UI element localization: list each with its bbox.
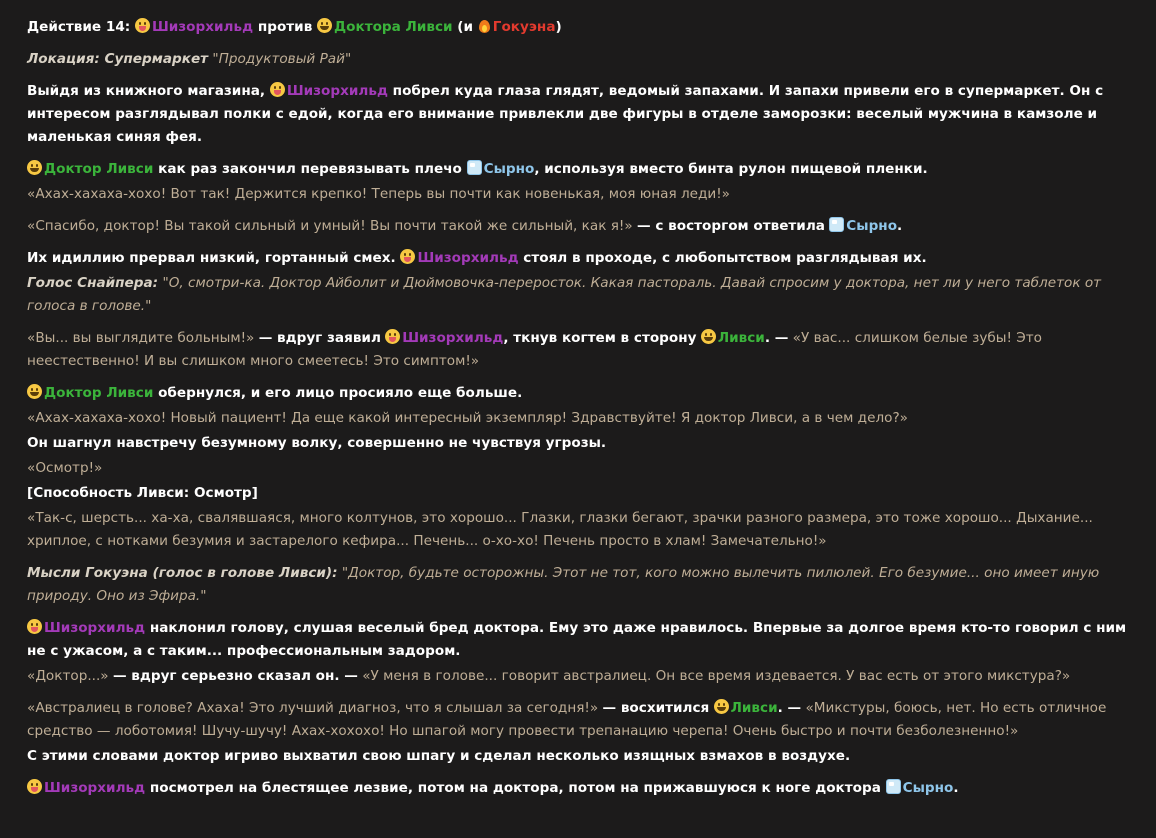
grinning-face-icon — [714, 699, 729, 714]
ice-cube-icon — [886, 779, 901, 794]
paragraph: Доктор Ливси обернулся, и его лицо просияло еще больше. — [27, 382, 1136, 405]
zany-face-icon — [400, 249, 415, 264]
zany-face-icon — [27, 619, 42, 634]
zany-face-icon — [270, 82, 285, 97]
grinning-face-icon — [317, 18, 332, 33]
paragraph: Он шагнул навстречу безумному волку, совершенно не чувствуя угрозы. — [27, 435, 607, 451]
location-line: Локация: Супермаркет "Продуктовый Рай" — [27, 51, 352, 67]
zany-face-icon — [135, 18, 150, 33]
ice-cube-icon — [467, 160, 482, 175]
grinning-face-icon — [701, 329, 716, 344]
grinning-face-icon — [27, 160, 42, 175]
paragraph: С этими словами доктор игриво выхватил свою шпагу и сделал несколько изящных взмахов в воздухе. — [27, 748, 851, 764]
inner-voice-line: Голос Снайпера: "О, смотри-ка. Доктор Айболит и Дюймовочка-переросток. Какая пастораль. Давай спросим у доктора, нет ли у него таблеток от голоса в голове." — [27, 275, 1102, 314]
paragraph: «Австралиец в голове? Ахаха! Это лучший диагноз, что я слышал за сегодня!» — восхитился Ливси. — «Микстуры, боюсь, нет. Но есть отличное средство — лоботомия! Шучу-шучу! Ахах-хохохо! Но шпагой могу провести трепанацию черепа! Очень быстро и почти безболезненно!» — [27, 700, 1107, 739]
paragraph: Выйдя из книжного магазина, Шизорхильд побрел куда глаза глядят, ведомый запахами. И запахи привели его в супермаркет. Он с интересом разглядывал полки с едой, когда его внимание привлекли две фигуры в отделе заморозки: веселый мужчина в камзоле и маленькая синяя фея. — [27, 83, 1104, 145]
inner-voice-line: Мысли Гокуэна (голос в голове Ливси): "Доктор, будьте осторожны. Этот не тот, кого можно вылечить пилюлей. Его безумие... оно имеет иную природу. Оно из Эфира." — [27, 565, 1100, 604]
character-shizorhild: Шизорхильд — [151, 19, 254, 35]
paragraph: «Вы... вы выглядите больным!» — вдруг заявил Шизорхильд, ткнув когтем в сторону Ливси. — «У вас... слишком белые зубы! Это неестественно! И вы слишком много смеетесь! Это симптом!» — [27, 330, 1042, 369]
zany-face-icon — [385, 329, 400, 344]
paragraph: «Спасибо, доктор! Вы такой сильный и умный! Вы почти такой же сильный, как я!» — с восторгом ответила Сырно. — [27, 218, 903, 234]
fire-icon — [478, 18, 491, 33]
paragraph: Доктор Ливси как раз закончил перевязывать плечо Сырно, используя вместо бинта рулон пищевой пленки. — [27, 158, 1136, 181]
dialogue-line: «Осмотр!» — [27, 460, 103, 476]
zany-face-icon — [27, 779, 42, 794]
dialogue-line: «Так-с, шерсть... ха-ха, свалявшаяся, много колтунов, это хорошо... Глазки, глазки бегают, зрачки разного размера, это тоже хорошо... Дыхание... хриплое, с нотками безумия и застарелого кефира... Печень... о-хо-хо! Печень просто в хлам! Замечательно!» — [27, 510, 1093, 549]
paragraph: «Доктор...» — вдруг серьезно сказал он. — «У меня в голове... говорит австралиец. Он все время издевается. У вас есть от этого микстура?» — [27, 668, 1071, 684]
character-livsi: Доктора Ливси — [334, 19, 453, 35]
chapter-title: Действие 14: Шизорхильд против Доктора Ливси (и Гокуэна) — [27, 19, 562, 35]
grinning-face-icon — [27, 384, 42, 399]
ice-cube-icon — [829, 217, 844, 232]
paragraph: Их идиллию прервал низкий, гортанный смех. Шизорхильд стоял в проходе, с любопытством разглядывая их. — [27, 250, 927, 266]
ability-header: [Способность Ливси: Осмотр] — [27, 485, 258, 501]
character-gokuen: Гокуэна — [492, 19, 556, 35]
paragraph: Шизорхильд наклонил голову, слушая веселый бред доктора. Ему это даже нравилось. Впервые за долгое время кто-то говорил с ним не с ужасом, а с таким... профессиональным задором. — [27, 620, 1127, 659]
paragraph: Шизорхильд посмотрел на блестящее лезвие, потом на доктора, потом на прижавшуюся к ноге доктора Сырно. — [27, 777, 1136, 800]
dialogue-line: «Ахах-хахаха-хохо! Вот так! Держится крепко! Теперь вы почти как новенькая, моя юная леди!» — [27, 186, 730, 202]
dialogue-line: «Ахах-хахаха-хохо! Новый пациент! Да еще какой интересный экземпляр! Здравствуйте! Я доктор Ливси, а в чем дело?» — [27, 410, 908, 426]
